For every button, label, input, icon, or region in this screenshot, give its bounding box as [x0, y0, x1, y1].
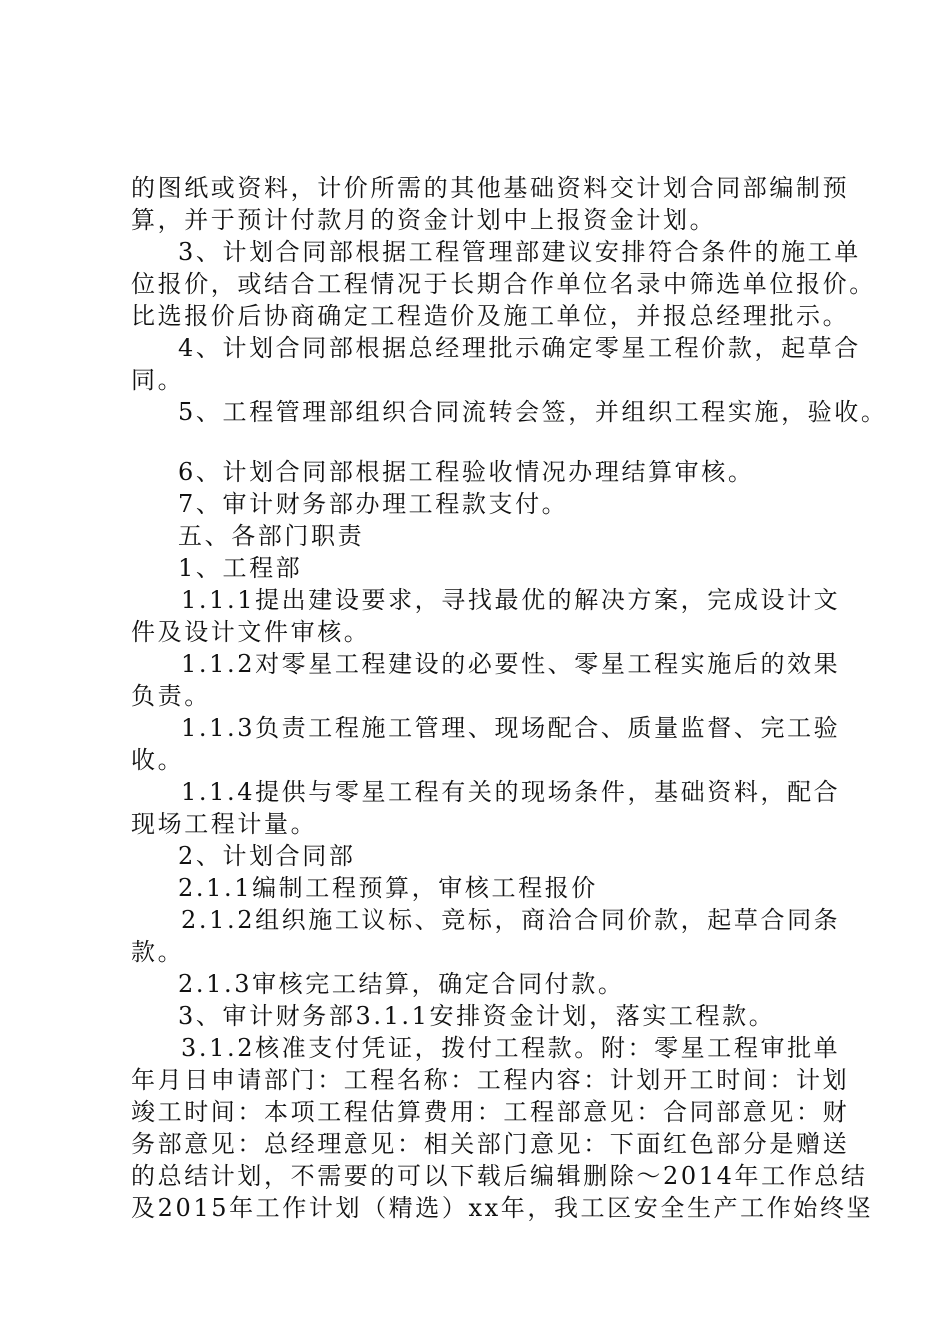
paragraph-line: 3、审计财务部3.1.1安排资金计划，落实工程款。 [178, 1002, 776, 1030]
paragraph-line: 7、审计财务部办理工程款支付。 [178, 490, 569, 518]
paragraph-line: 及2015年工作计划（精选）xx年，我工区安全生产工作始终坚 [131, 1194, 874, 1222]
paragraph-line: 比选报价后协商确定工程造价及施工单位，并报总经理批示。 [131, 302, 850, 330]
paragraph-line: 1.1.1提出建设要求，寻找最优的解决方案，完成设计文 [181, 586, 841, 614]
section-heading: 五、各部门职责 [178, 522, 365, 550]
paragraph-line: 位报价，或结合工程情况于长期合作单位名录中筛选单位报价。 [131, 270, 876, 298]
paragraph-line: 6、计划合同部根据工程验收情况办理结算审核。 [178, 458, 755, 486]
paragraph-line: 务部意见：总经理意见：相关部门意见：下面红色部分是赠送 [131, 1130, 850, 1158]
paragraph-line: 的总结计划，不需要的可以下载后编辑删除～2014年工作总结 [131, 1162, 868, 1190]
paragraph-line: 年月日申请部门：工程名称：工程内容：计划开工时间：计划 [131, 1066, 850, 1094]
paragraph-line: 3.1.2核准支付凭证，拨付工程款。附：零星工程审批单 [181, 1034, 841, 1062]
paragraph-line: 收。 [131, 746, 185, 774]
paragraph-line: 负责。 [131, 682, 211, 710]
paragraph-line: 2.1.2组织施工议标、竞标，商洽合同价款，起草合同条 [181, 906, 841, 934]
document-body [131, 172, 888, 1224]
subsection-heading: 2、计划合同部 [178, 842, 356, 870]
paragraph-line: 2.1.1编制工程预算，审核工程报价 [178, 874, 598, 902]
paragraph-line: 同。 [131, 366, 185, 394]
blank-line [131, 428, 846, 456]
paragraph-line: 算，并于预计付款月的资金计划中上报资金计划。 [131, 206, 717, 234]
paragraph-line: 竣工时间：本项工程估算费用：工程部意见：合同部意见：财 [131, 1098, 850, 1126]
paragraph-line: 1.1.3负责工程施工管理、现场配合、质量监督、完工验 [181, 714, 841, 742]
paragraph-line: 款。 [131, 938, 185, 966]
paragraph-line: 3、计划合同部根据工程管理部建议安排符合条件的施工单 [178, 238, 861, 266]
paragraph-line: 现场工程计量。 [131, 810, 318, 838]
paragraph-line: 的图纸或资料，计价所需的其他基础资料交计划合同部编制预 [131, 174, 850, 202]
subsection-heading: 1、工程部 [178, 554, 303, 582]
paragraph-line: 5、工程管理部组织合同流转会签，并组织工程实施，验收。 [178, 398, 888, 426]
paragraph-line: 1.1.4提供与零星工程有关的现场条件，基础资料，配合 [181, 778, 841, 806]
paragraph-line: 4、计划合同部根据总经理批示确定零星工程价款，起草合 [178, 334, 861, 362]
paragraph-line: 件及设计文件审核。 [131, 618, 371, 646]
paragraph-line: 1.1.2对零星工程建设的必要性、零星工程实施后的效果 [181, 650, 841, 678]
paragraph-line: 2.1.3审核完工结算，确定合同付款。 [178, 970, 625, 998]
